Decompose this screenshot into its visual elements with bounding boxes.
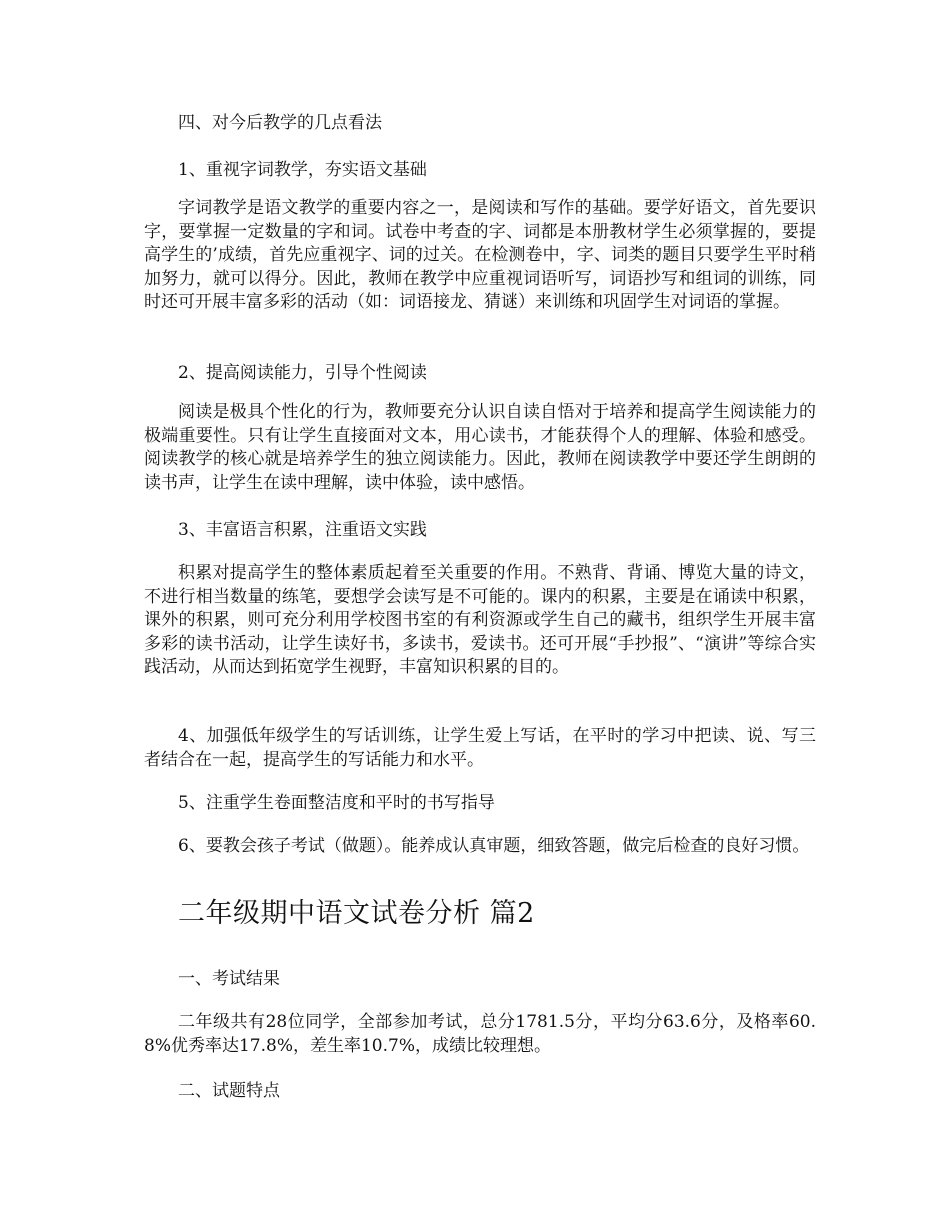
article-section-heading-2: 二、试题特点 [178,1081,280,1101]
item-body-2: 阅读是极具个性化的行为，教师要充分认识自读自悟对于培养和提高学生阅读能力的极端重要性。只有让学生直接面对文本，用心读书，才能获得个人的理解、体验和感受。阅读教学的核心就是培养学生的独立阅读能力。因此，教师在阅读教学中要还学生朗朗的读书声，让学生在读中理解，读中体验，读中感悟。 [144,402,816,493]
article-title: 二年级期中语文试卷分析 篇2 [178,898,535,929]
item-6: 6、要教会孩子考试（做题）。能养成认真审题，细致答题，做完后检查的良好习惯。 [178,836,810,856]
item-heading-3: 3、丰富语言积累，注重语文实践 [178,520,427,540]
item-5: 5、注重学生卷面整洁度和平时的书写指导 [178,793,495,813]
section-heading-4: 四、对今后教学的几点看法 [178,113,382,133]
article-section-body-1: 二年级共有28位同学，全部参加考试，总分1781.5分，平均分63.6分，及格率60.8%优秀率达17.8%，差生率10.7%，成绩比较理想。 [144,1012,816,1056]
item-body-3: 积累对提高学生的整体素质起着至关重要的作用。不熟背、背诵、博览大量的诗文，不进行相当数量的练笔，要想学会读写是不可能的。课内的积累，主要是在诵读中积累，课外的积累，则可充分利用学校图书室的有利资源或学生自己的藏书，组织学生开展丰富多彩的读书活动，让学生读好书，多读书，爱读书。还可开展“手抄报”、“演讲”等综合实践活动，从而达到拓宽学生视野，丰富知识积累的目的。 [144,563,816,677]
item-4: 4、加强低年级学生的写话训练，让学生爱上写话，在平时的学习中把读、说、写三者结合在一起，提高学生的写话能力和水平。 [144,726,816,770]
item-body-1: 字词教学是语文教学的重要内容之一，是阅读和写作的基础。要学好语文，首先要识字，要掌握一定数量的字和词。试卷中考查的字、词都是本册教材学生必须掌握的，要提高学生的’成绩，首先应重视字、词的过关。在检测卷中，字、词类的题目只要学生平时稍加努力，就可以得分。因此，教师在教学中应重视词语听写，词语抄写和组词的训练，同时还可开展丰富多彩的活动（如：词语接龙、猜谜）来训练和巩固学生对词语的掌握。 [144,198,816,312]
item-heading-2: 2、提高阅读能力，引导个性阅读 [178,363,427,383]
item-heading-1: 1、重视字词教学，夯实语文基础 [178,160,427,180]
article-section-heading-1: 一、考试结果 [178,969,280,989]
